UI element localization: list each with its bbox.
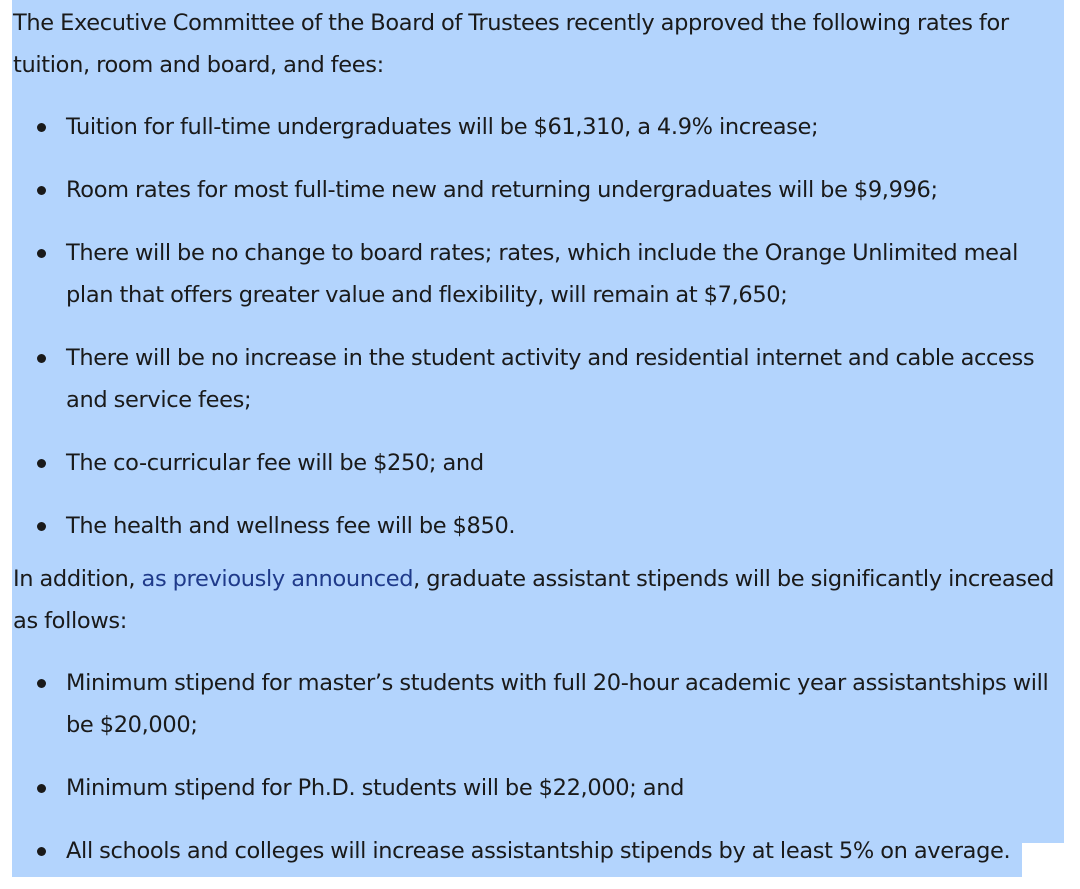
list-item [13,505,1063,547]
list-item-text: Minimum stipend for Ph.D. students will be $22,000; and [66,775,685,801]
list-item-text: The co-curricular fee will be $250; and [66,450,484,476]
list-item-text: There will be no change to board rates; rates, which include the Orange Unlimited meal plan that offers greater value and flexibility, will remain at $7,650; [66,240,1018,308]
list-item [13,767,1063,809]
list-item [13,662,1063,746]
rates-list [13,106,1063,547]
previously-announced-link[interactable]: as previously announced [141,566,414,592]
list-item [13,337,1063,421]
addition-paragraph [13,558,1063,642]
list-item-text: Minimum stipend for master’s students with full 20-hour academic year assistantships will be $20,000; [66,670,1049,738]
bullet-icon [37,186,46,195]
article-body [13,0,1063,872]
bullet-icon [37,522,46,531]
bullet-icon [37,459,46,468]
list-item-text: Tuition for full-time undergraduates will be $61,310, a 4.9% increase; [66,114,819,140]
bullet-icon [37,679,46,688]
list-item [13,106,1063,148]
bullet-icon [37,249,46,258]
bullet-icon [37,847,46,856]
list-item-text: There will be no increase in the student activity and residential internet and cable access and service fees; [66,345,1035,413]
list-item-text: All schools and colleges will increase assistantship stipends by at least 5% on average. [66,838,1011,864]
bullet-icon [37,784,46,793]
list-item [13,169,1063,211]
stipends-list [13,662,1063,872]
list-item [13,442,1063,484]
bullet-icon [37,123,46,132]
intro-paragraph: The Executive Committee of the Board of Trustees recently approved the following rates for tuition, room and board, and fees: [13,10,1009,78]
list-item [13,232,1063,316]
list-item-text: The health and wellness fee will be $850. [66,513,516,539]
bullet-icon [37,354,46,363]
list-item-text: Room rates for most full-time new and returning undergraduates will be $9,996; [66,177,938,203]
addition-text-after: , graduate assistant stipends will be significantly increased as follows: [13,566,1055,634]
addition-text-before: In addition, [13,566,142,592]
list-item [13,830,1063,872]
